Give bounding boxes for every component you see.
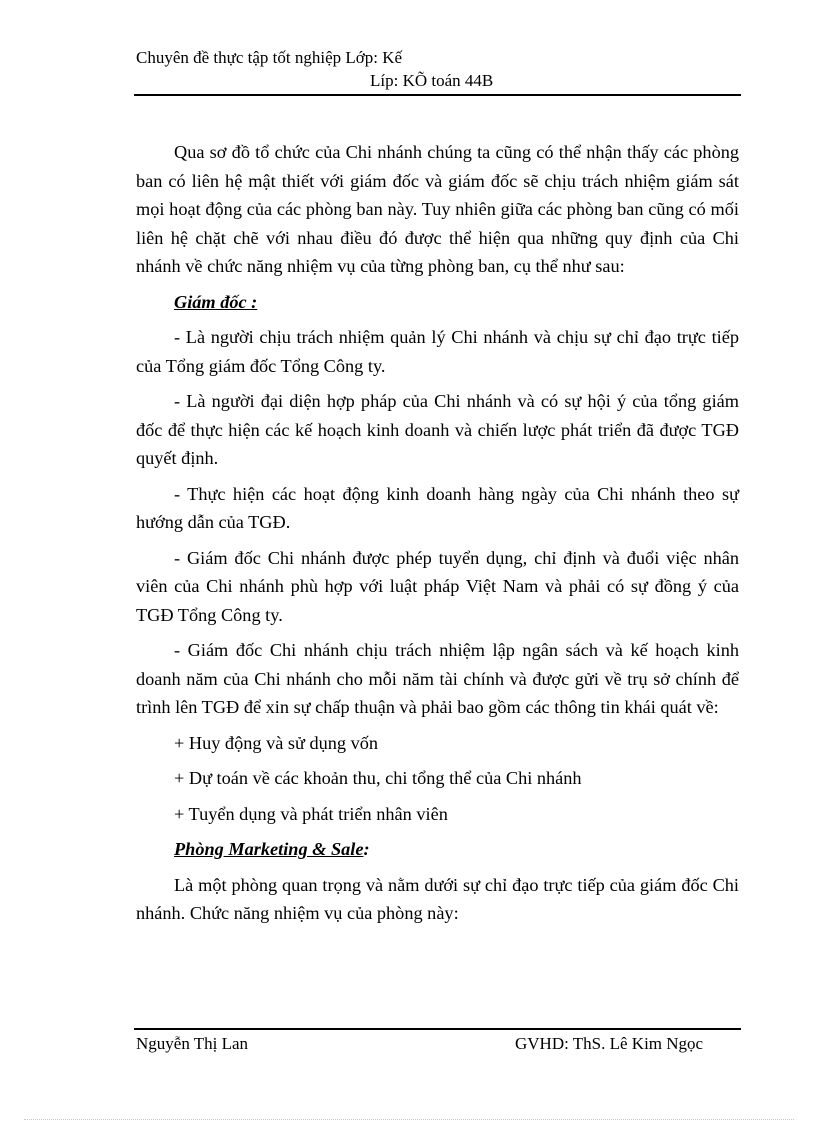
director-duty-3: - Thực hiện các hoạt động kinh doanh hàng ngày của Chi nhánh theo sự hướng dẫn của TGĐ. xyxy=(136,483,739,532)
header-class: Líp: KÕ toán 44B xyxy=(370,71,494,90)
director-duty-4: - Giám đốc Chi nhánh được phép tuyển dụng, chỉ định và đuổi việc nhân viên của Chi nhánh phù hợp với luật pháp Việt Nam và phải có sự đồng ý của TGĐ Tổng Công ty. xyxy=(136,547,739,625)
section-heading-director-text: Giám đốc : xyxy=(174,291,258,312)
intro-paragraph: Qua sơ đồ tổ chức của Chi nhánh chúng ta cũng có thể nhận thấy các phòng ban có liên hệ mật thiết với giám đốc và giám đốc sẽ chịu trách nhiệm giám sát mọi hoạt động của các phòng ban này. Tuy nhiên giữa các phòng ban cũng có mối liên hệ chặt chẽ với nhau điều đó được thể hiện qua những quy định của Chi nhánh về chức năng nhiệm vụ của từng phòng ban, cụ thể như sau: xyxy=(136,142,739,276)
budget-item-staffing: + Tuyển dụng và phát triển nhân viên xyxy=(174,803,448,824)
header-title: Chuyên đề thực tập tốt nghiệp Lớp: Kế xyxy=(136,48,403,67)
director-duty-2: - Là người đại diện hợp pháp của Chi nhánh và có sự hội ý của tổng giám đốc để thực hiện các kế hoạch kinh doanh và chiến lược phát triển đã được TGĐ quyết định. xyxy=(136,391,739,468)
marketing-paragraph: Là một phòng quan trọng và nằm dưới sự chỉ đạo trực tiếp của giám đốc Chi nhánh. Chức năng nhiệm vụ của phòng này: xyxy=(136,874,739,923)
director-duty-5: - Giám đốc Chi nhánh chịu trách nhiệm lập ngân sách và kế hoạch kinh doanh năm của Chi nhánh cho mỗi năm tài chính và được gửi về trụ sở chính để trình lên TGĐ để xin sự chấp thuận và phải bao gồm các thông tin khái quát về: xyxy=(136,640,739,717)
header-rule xyxy=(134,94,741,96)
document-body xyxy=(136,138,739,935)
page-edge-divider xyxy=(24,1119,794,1120)
budget-item-capital: + Huy động và sử dụng vốn xyxy=(174,732,379,753)
budget-item-forecast: + Dự toán về các khoản thu, chi tổng thể của Chi nhánh xyxy=(174,768,582,788)
section-heading-director xyxy=(136,288,739,317)
section-heading-marketing xyxy=(136,835,739,864)
section-heading-marketing-text: Phòng Marketing & Sale xyxy=(174,839,364,859)
footer-advisor: GVHD: ThS. Lê Kim Ngọc xyxy=(515,1034,704,1053)
footer-author: Nguyễn Thị Lan xyxy=(136,1034,249,1053)
director-duty-1: - Là người chịu trách nhiệm quản lý Chi nhánh và chịu sự chỉ đạo trực tiếp của Tổng giám đốc Tổng Công ty. xyxy=(136,327,739,376)
footer-rule xyxy=(134,1028,741,1030)
section-heading-marketing-colon: : xyxy=(363,839,370,859)
